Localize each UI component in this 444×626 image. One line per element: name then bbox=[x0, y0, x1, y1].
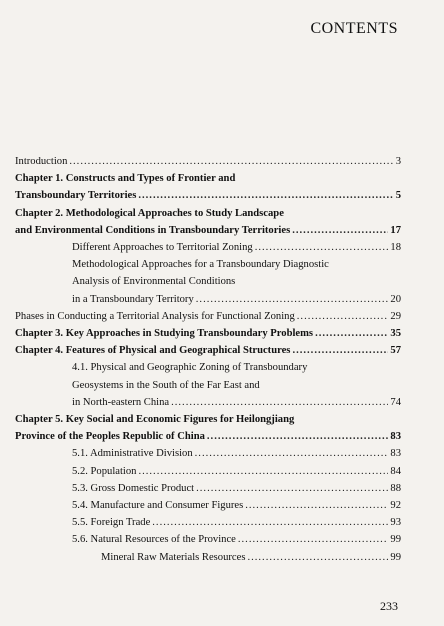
toc-entry-4-1-line: 4.1. Physical and Geographic Zoning of Transboundary bbox=[72, 362, 308, 374]
dot-leader bbox=[315, 325, 388, 342]
toc-entry-methodological-line: Analysis of Environmental Conditions bbox=[72, 276, 236, 288]
dot-leader bbox=[138, 187, 393, 204]
dot-leader bbox=[171, 394, 388, 411]
toc-entry-chapter-1 bbox=[15, 187, 401, 204]
dot-leader bbox=[196, 480, 388, 497]
toc-page-number: 29 bbox=[390, 310, 401, 322]
toc-page-number: 88 bbox=[390, 482, 401, 494]
toc-entry-5-3 bbox=[15, 480, 401, 497]
dot-leader bbox=[207, 428, 389, 445]
dot-leader bbox=[245, 497, 388, 514]
toc-entry-title: Province of the Peoples Republic of China bbox=[15, 431, 205, 443]
dot-leader bbox=[292, 222, 388, 239]
toc-page-number: 35 bbox=[390, 328, 401, 340]
toc-page-number: 57 bbox=[390, 345, 401, 357]
toc-entry-title: Introduction bbox=[15, 156, 68, 167]
toc-entry-title: 5.3. Gross Domestic Product bbox=[72, 482, 195, 494]
table-of-contents bbox=[15, 153, 401, 566]
toc-page-number: 17 bbox=[390, 224, 401, 236]
toc-entry-5-6 bbox=[15, 531, 401, 548]
page-title: CONTENTS bbox=[310, 20, 398, 37]
dot-leader bbox=[69, 153, 393, 170]
toc-entry-title: Transboundary Territories bbox=[15, 190, 137, 202]
toc-entry-methodological-line: Methodological Approaches for a Transboundary Diagnostic bbox=[72, 259, 329, 271]
toc-entry-5-5 bbox=[15, 514, 401, 531]
toc-entry-title: Chapter 3. Key Approaches in Studying Transboundary Problems bbox=[15, 328, 314, 340]
toc-entry-chapter-5 bbox=[15, 428, 401, 445]
toc-entry-title: in North-eastern China bbox=[72, 396, 170, 408]
toc-page-number: 83 bbox=[390, 431, 401, 443]
dot-leader bbox=[196, 291, 389, 308]
toc-entry-chapter-2-line: Chapter 2. Methodological Approaches to Study Landscape bbox=[15, 207, 284, 219]
dot-leader bbox=[238, 531, 389, 548]
toc-entry-title: Mineral Raw Materials Resources bbox=[101, 551, 246, 563]
toc-entry-4-1-line: Geosystems in the South of the Far East and bbox=[72, 379, 260, 391]
toc-entry-title: 5.4. Manufacture and Consumer Figures bbox=[72, 500, 244, 512]
toc-entry-phases bbox=[15, 308, 401, 325]
toc-entry-title: 5.1. Administrative Division bbox=[72, 448, 193, 460]
dot-leader bbox=[292, 342, 388, 359]
toc-entry-methodological bbox=[15, 291, 401, 308]
dot-leader bbox=[195, 445, 389, 462]
toc-entry-title: Different Approaches to Territorial Zoning bbox=[72, 242, 253, 254]
toc-page-number: 5 bbox=[395, 190, 401, 202]
toc-entry-title: and Environmental Conditions in Transboundary Territories bbox=[15, 224, 291, 236]
toc-entry-mineral-resources bbox=[15, 549, 401, 566]
toc-entry-5-4 bbox=[15, 497, 401, 514]
toc-entry-title: 5.2. Population bbox=[72, 465, 137, 477]
toc-page-number: 20 bbox=[390, 293, 401, 305]
toc-entry-introduction bbox=[15, 153, 401, 170]
toc-page-number: 18 bbox=[390, 242, 401, 254]
toc-entry-4-1 bbox=[15, 394, 401, 411]
toc-entry-chapter-5-line: Chapter 5. Key Social and Economic Figures for Heilongjiang bbox=[15, 414, 295, 426]
toc-entry-title: Phases in Conducting a Territorial Analysis for Functional Zoning bbox=[15, 310, 295, 322]
dot-leader bbox=[152, 514, 388, 531]
toc-page-number: 83 bbox=[390, 448, 401, 460]
toc-page-number: 99 bbox=[390, 551, 401, 563]
toc-page-number: 93 bbox=[390, 517, 401, 529]
toc-entry-5-2 bbox=[15, 463, 401, 480]
dot-leader bbox=[255, 239, 389, 256]
toc-entry-title: 5.5. Foreign Trade bbox=[72, 517, 151, 529]
page-number: 233 bbox=[380, 599, 398, 613]
toc-entry-title: in a Transboundary Territory bbox=[72, 293, 194, 305]
toc-entry-chapter-1-line: Chapter 1. Constructs and Types of Frontier and bbox=[15, 173, 236, 185]
toc-entry-5-1 bbox=[15, 445, 401, 462]
dot-leader bbox=[138, 463, 388, 480]
toc-page-number: 99 bbox=[390, 534, 401, 546]
toc-page-number: 92 bbox=[390, 500, 401, 512]
dot-leader bbox=[247, 549, 388, 566]
toc-entry-chapter-3 bbox=[15, 325, 401, 342]
toc-entry-title: 5.6. Natural Resources of the Province bbox=[72, 534, 236, 546]
dot-leader bbox=[297, 308, 389, 325]
toc-page-number: 84 bbox=[390, 465, 401, 477]
toc-entry-title: Chapter 4. Features of Physical and Geographical Structures bbox=[15, 345, 291, 357]
toc-entry-different-approaches bbox=[15, 239, 401, 256]
toc-page-number: 3 bbox=[395, 156, 401, 167]
toc-entry-chapter-2 bbox=[15, 222, 401, 239]
toc-entry-chapter-4 bbox=[15, 342, 401, 359]
toc-page-number: 74 bbox=[390, 396, 401, 408]
